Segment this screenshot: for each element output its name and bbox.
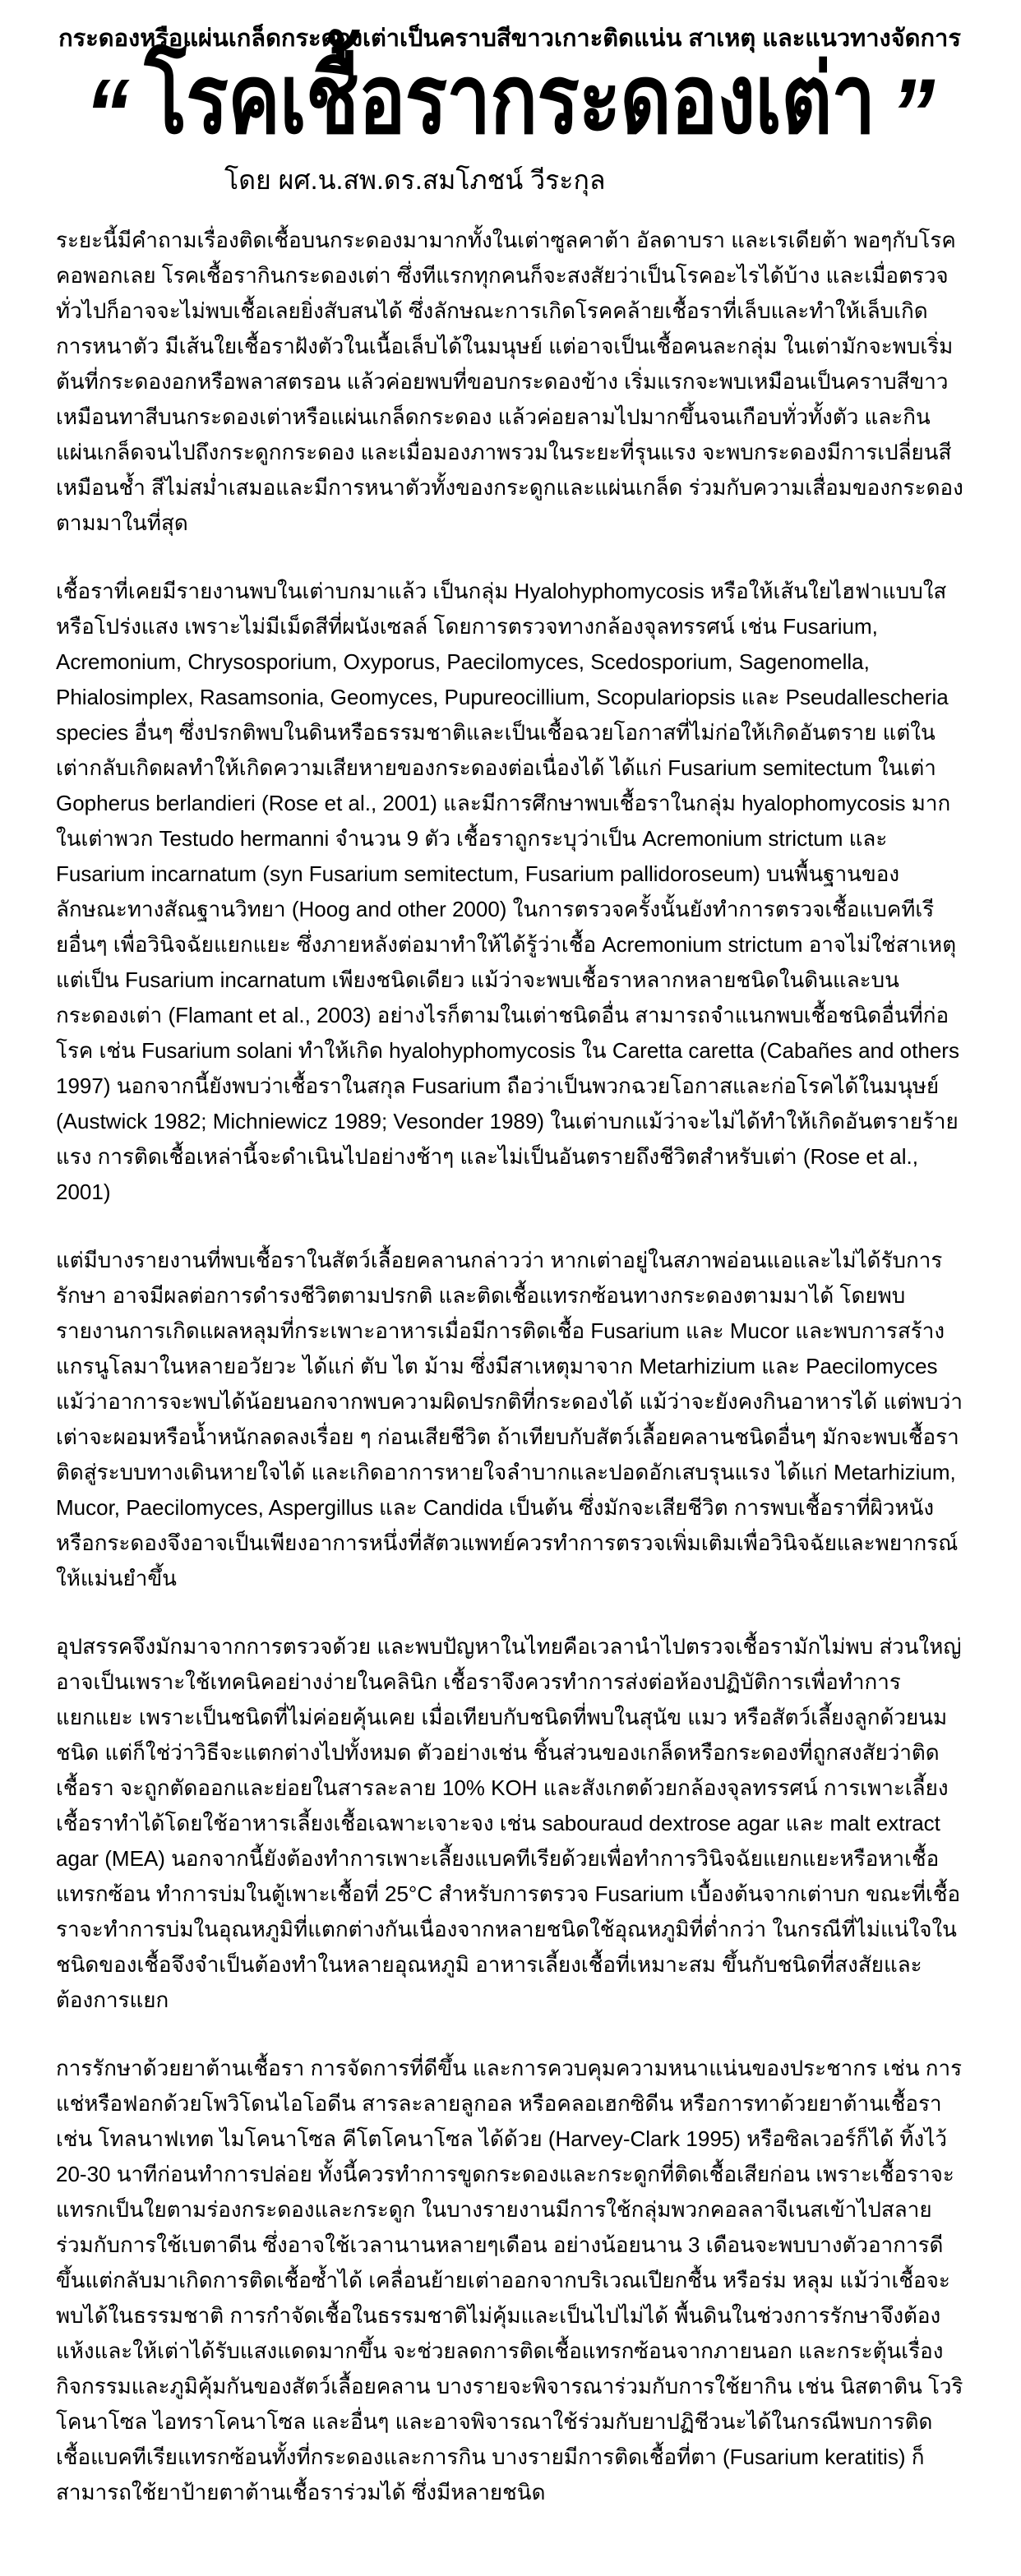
article-body — [56, 223, 963, 2510]
kicker-headline: กระดองหรือแผ่นเกล็ดกระดองเต่าเป็นคราบสีขาวเกาะติดแน่น สาเหตุ และแนวทางจัดการ — [58, 25, 961, 52]
close-quote-mark: ” — [889, 58, 936, 170]
page-title — [56, 45, 963, 170]
byline: โดย ผศ.น.สพ.ดร.สมโภชน์ วีระกุล — [224, 165, 606, 196]
page-title-text: โรคเชื้อรากระดองเต่า — [144, 45, 875, 154]
paragraph-intro-symptoms: ระยะนี้มีคำถามเรื่องติดเชื้อบนกระดองมามากทั้งในเต่าซูลคาต้า อัลดาบรา และเรเดียต้า พอๆกับโรคคอพอกเลย โรคเชื้อรากินกระดองเต่า ซึ่งทีแรกทุกคนก็จะสงสัยว่าเป็นโรคอะไรได้บ้าง และเมื่อตรวจทั่วไปก็อาจจะไม่พบเชื้อเลยยิ่งสับสนได้ ซึ่งลักษณะการเกิดโรคคล้ายเชื้อราที่เล็บและทำให้เล็บเกิดการหนาตัว มีเส้นใยเชื้อราฝังตัวในเนื้อเล็บได้ในมนุษย์ แต่อาจเป็นเชื้อคนละกลุ่ม ในเต่ามักจะพบเริ่มต้นที่กระดองอกหรือพลาสตรอน แล้วค่อยพบที่ขอบกระดองข้าง เริ่มแรกจะพบเหมือนเป็นคราบสีขาวเหมือนทาสีบนกระดองเต่าหรือแผ่นเกล็ดกระดอง แล้วค่อยลามไปมากขึ้นจนเกือบทั่วทั้งตัว และกินแผ่นเกล็ดจนไปถึงกระดูกกระดอง และเมื่อมองภาพรวมในระยะที่รุนแรง จะพบกระดองมีการเปลี่ยนสีเหมือนช้ำ สีไม่สม่ำเสมอและมีการหนาตัวทั้งของกระดูกและแผ่นเกล็ด ร่วมกับความเสื่อมของกระดองตามมาในที่สุด — [56, 227, 963, 535]
paragraph-treatment: การรักษาด้วยยาต้านเชื้อรา การจัดการที่ดีขึ้น และการควบคุมความหนาแน่นของประชากร เช่น การแช่หรือฟอกด้วยโพวิโดนไอโอดีน สารละลายลูกอล หรือคลอเฮกซิดีน หรือการทาด้วยยาต้านเชื้อรา เช่น โทลนาฟเทต ไมโคนาโซล คีโตโคนาโซล ได้ด้วย (Harvey-Clark 1995) หรือซิลเวอร์ก็ได้ ทิ้งไว้ 20-30 นาทีก่อนทำการปล่อย ทั้งนี้ควรทำการขูดกระดองและกระดูกที่ติดเชื้อเสียก่อน เพราะเชื้อราจะแทรกเป็นใยตามร่องกระดองและกระดูก ในบางรายงานมีการใช้กลุ่มพวกคอลลาจีเนสเข้าไปสลายร่วมกับการใช้เบตาดีน ซึ่งอาจใช้เวลานานหลายๆเดือน อย่างน้อยนาน 3 เดือนจะพบบางตัวอาการดีขึ้นแต่กลับมาเกิดการติดเชื้อซ้ำได้ เคลื่อนย้ายเต่าออกจากบริเวณเปียกชื้น หรือร่ม หลุม แม้ว่าเชื้อจะพบได้ในธรรมชาติ การกำจัดเชื้อในธรรมชาติไม่คุ้มและเป็นไปไม่ได้ พื้นดินในช่วงการรักษาจึงต้องแห้งและให้เต่าได้รับแสงแดดมากขึ้น จะช่วยลดการติดเชื้อแทรกซ้อนจากภายนอก และกระตุ้นเรื่องกิจกรรมและภูมิคุ้มกันของสัตว์เลื้อยคลาน บางรายจะพิจารณาร่วมกับการใช้ยากิน เช่น นิสตาติน โวริโคนาโซล ไอทราโคนาโซล และอื่นๆ และอาจพิจารณาใช้ร่วมกับยาปฏิชีวนะได้ในกรณีพบการติดเชื้อแบคทีเรียแทรกซ้อนทั้งที่กระดองและการกิน บางรายมีการติดเชื้อที่ตา (Fusarium keratitis) ก็สามารถใช้ยาป้ายตาต้านเชื้อราร่วมได้ ซึ่งมีหลายชนิด — [56, 2055, 963, 2504]
open-quote-mark: “ — [84, 58, 130, 170]
paragraph-reptile-reports: แต่มีบางรายงานที่พบเชื้อราในสัตว์เลื้อยคลานกล่าวว่า หากเต่าอยู่ในสภาพอ่อนแอและไม่ได้รับการรักษา อาจมีผลต่อการดำรงชีวิตตามปรกติ และติดเชื้อแทรกซ้อนทางกระดองตามมาได้ โดยพบรายงานการเกิดแผลหลุมที่กระเพาะอาหารเมื่อมีการติดเชื้อ Fusarium และ Mucor และพบการสร้างแกรนูโลมาในหลายอวัยวะ ได้แก่ ตับ ไต ม้าม ซึ่งมีสาเหตุมาจาก Metarhizium และ Paecilomyces แม้ว่าอาการจะพบได้น้อยนอกจากพบความผิดปรกติที่กระดองได้ แม้ว่าจะยังคงกินอาหารได้ แต่พบว่าเต่าจะผอมหรือน้ำหนักลดลงเรื่อย ๆ ก่อนเสียชีวิต ถ้าเทียบกับสัตว์เลื้อยคลานชนิดอื่นๆ มักจะพบเชื้อราติดสู่ระบบทางเดินหายใจได้ และเกิดอาการหายใจลำบากและปอดอักเสบรุนแรง ได้แก่ Metarhizium, Mucor, Paecilomyces, Aspergillus และ Candida เป็นต้น ซึ่งมักจะเสียชีวิต การพบเชื้อราที่ผิวหนังหรือกระดองจึงอาจเป็นเพียงอาการหนึ่งที่สัตวแพทย์ควรทำการตรวจเพิ่มเติมเพื่อวินิจฉัยและพยากรณ์ให้แม่นยำขึ้น — [56, 1247, 963, 1590]
paragraph-diagnosis-lab: อุปสรรคจึงมักมาจากการตรวจด้วย และพบปัญหาในไทยคือเวลานำไปตรวจเชื้อรามักไม่พบ ส่วนใหญ่อาจเป็นเพราะใช้เทคนิคอย่างง่ายในคลินิก เชื้อราจึงควรทำการส่งต่อห้องปฏิบัติการเพื่อทำการแยกแยะ เพราะเป็นชนิดที่ไม่ค่อยคุ้นเคย เมื่อเทียบกับชนิดที่พบในสุนัข แมว หรือสัตว์เลี้ยงลูกด้วยนมชนิด แต่ก็ใช่ว่าวิธีจะแตกต่างไปทั้งหมด ตัวอย่างเช่น ชิ้นส่วนของเกล็ดหรือกระดองที่ถูกสงสัยว่าติดเชื้อรา จะถูกตัดออกและย่อยในสารละลาย 10% KOH และสังเกตด้วยกล้องจุลทรรศน์ การเพาะเลี้ยงเชื้อราทำได้โดยใช้อาหารเลี้ยงเชื้อเฉพาะเจาะจง เช่น sabouraud dextrose agar และ malt extract agar (MEA) นอกจากนี้ยังต้องทำการเพาะเลี้ยงแบคทีเรียด้วยเพื่อทำการวินิจฉัยแยกแยะหรือหาเชื้อแทรกซ้อน ทำการบ่มในตู้เพาะเชื้อที่ 25°C สำหรับการตรวจ Fusarium เบื้องต้นจากเต่าบก ขณะที่เชื้อราจะทำการบ่มในอุณหภูมิที่แตกต่างกันเนื่องจากหลายชนิดใช้อุณหภูมิที่ต่ำกว่า ในกรณีที่ไม่แน่ใจในชนิดของเชื้อจึงจำเป็นต้องทำในหลายอุณหภูมิ อาหารเลี้ยงเชื้อที่เหมาะสม ขึ้นกับชนิดที่สงสัยและต้องการแยก — [56, 1633, 962, 2012]
paragraph-reported-fungi: เชื้อราที่เคยมีรายงานพบในเต่าบกมาแล้ว เป็นกลุ่ม Hyalohyphomycosis หรือให้เส้นใยไฮฟาแบบใสหรือโปร่งแสง เพราะไม่มีเม็ดสีที่ผนังเซลล์ โดยการตรวจทางกล้องจุลทรรศน์ เช่น Fusarium, Acremonium, Chrysosporium, Oxyporus, Paecilomyces, Scedosporium, Sagenomella, Phialosimplex, Rasamsonia, Geomyces, Pupureocillium, Scopulariopsis และ Pseudallescheria species อื่นๆ ซึ่งปรกติพบในดินหรือธรรมชาติและเป็นเชื้อฉวยโอกาสที่ไม่ก่อให้เกิดอันตราย แต่ในเต่ากลับเกิดผลทำให้เกิดความเสียหายของกระดองต่อเนื่องได้ ได้แก่ Fusarium semitectum ในเต่า Gopherus berlandieri (Rose et al., 2001) และมีการศึกษาพบเชื้อราในกลุ่ม hyalophomycosis มากในเต่าพวก Testudo hermanni จำนวน 9 ตัว เชื้อราถูกระบุว่าเป็น Acremonium strictum และ Fusarium incarnatum (syn Fusarium semitectum, Fusarium pallidoroseum) บนพื้นฐานของลักษณะทางสัณฐานวิทยา (Hoog and other 2000) ในการตรวจครั้งนั้นยังทำการตรวจเชื้อแบคทีเรียอื่นๆ เพื่อวินิจฉัยแยกแยะ ซึ่งภายหลังต่อมาทำให้ได้รู้ว่าเชื้อ Acremonium strictum อาจไม่ใช่สาเหตุ แต่เป็น Fusarium incarnatum เพียงชนิดเดียว แม้ว่าจะพบเชื้อราหลากหลายชนิดในดินและบนกระดองเต่า (Flamant et al., 2003) อย่างไรก็ตามในเต่าชนิดอื่น สามารถจำแนกพบเชื้อชนิดอื่นที่ก่อโรค เช่น Fusarium solani ทำให้เกิด hyalohyphomycosis ใน Caretta caretta (Cabañes and others 1997) นอกจากนี้ยังพบว่าเชื้อราในสกุล Fusarium ถือว่าเป็นพวกฉวยโอกาสและก่อโรคได้ในมนุษย์ (Austwick 1982; Michniewicz 1989; Vesonder 1989) ในเต่าบกแม้ว่าจะไม่ได้ทำให้เกิดอันตรายร้ายแรง การติดเชื้อเหล่านี้จะดำเนินไปอย่างช้าๆ และไม่เป็นอันตรายถึงชีวิตสำหรับเต่า (Rose et al., 2001) — [56, 578, 959, 1204]
